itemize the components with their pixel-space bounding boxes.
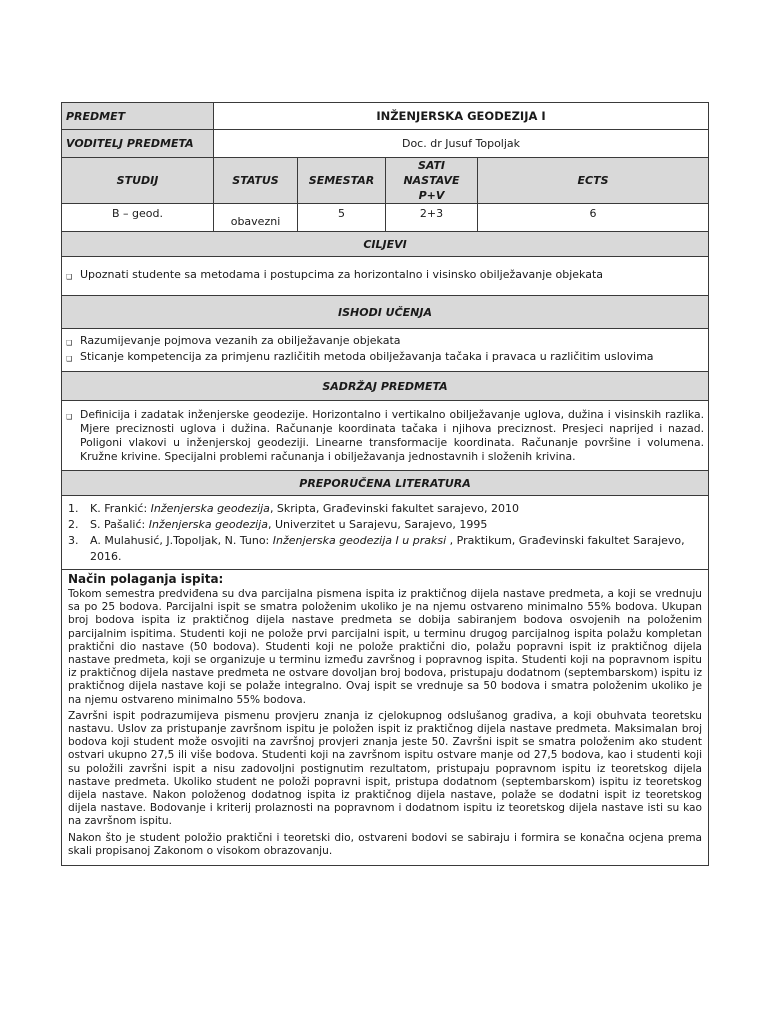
voditelj-label: VODITELJ PREDMETA [62, 130, 214, 158]
square-bullet-icon: ❑ [66, 355, 73, 363]
row-sadrzaj-body [62, 401, 709, 471]
ishodi-item: ❑ Sticanje kompetencija za primjenu različitih metoda obilježavanja tačaka i pravaca u različitim uslovima [66, 350, 704, 366]
row-values [62, 204, 709, 232]
row-column-headers [62, 158, 709, 204]
sadrzaj-item: ❑ Definicija i zadatak inženjerske geodezije. Horizontalno i vertikalno obilježavanje uglova, dužina i visinskih razlika. Mjere preciznosti uglova i dužina. Računanje koordinata tačaka i njihova preciznost. Presjeci naprijed i nazad. Poligoni vlakovi u inženjerskoj geodeziji. Linearne transformacije koordinata. Računanje površine i volumena. Kružne krivine. Specijalni problemi računanja i obilježavanja jednostavnih i složenih krivina. [66, 407, 705, 463]
ishodi-item: ❑ Razumijevanje pojmova vezanih za obilježavanje objekata [66, 334, 704, 350]
sati-header [386, 158, 478, 204]
sati-value: 2+3 [386, 204, 478, 232]
predmet-value: INŽENJERSKA GEODEZIJA I [214, 103, 709, 130]
row-ishodi-body [62, 329, 709, 372]
row-ciljevi-head [62, 232, 709, 257]
literatura-item: 3. A. Mulahusić, J.Topoljak, N. Tuno: Inženjerska geodezija I u praksi , Praktikum, Građevinski fakultet Sarajevo, 2016. [68, 533, 685, 563]
sadrzaj-title: SADRŽAJ PREDMETA [62, 372, 709, 401]
sati-header-line1: SATI NASTAVE [403, 159, 460, 187]
ispit-paragraph-2: Završni ispit podrazumijeva pismenu provjeru znanja iz cjelokupnog odslušanog gradiva, a koji obuhvata teoretsku nastavu. Uslov za pristupanje završnom ispitu je položen ispit iz praktičnog dijela nastave predmeta. Maksimalan broj bodova koji student može osvojiti na završnoj provjeri znanja jeste 50. Završni ispit se smatra položenim ako student ostvari ukupno 27,5 ili više bodova. Studenti koji na završnom ispitu ostvare manje od 27,5 bodova, kao i studenti koji su položili završni ispit a nisu zadovoljni postignutim rezultatom, pristupaju popravnom ispitu iz teoretskog dijela nastave predmeta. Ukoliko student ne položi popravni ispit, pristupa dodatnom (septembarskom) ispitu iz teoretskog dijela nastave. Nakon položenog dodatnog ispita iz praktičnog dijela nastave, polaže se dodatni ispit iz teoretskog dijela nastave. Bodovanje i kriterij prolaznosti na popravnom i dodatnom ispitu iz teoretskog dijela nastave isti su kao na završnom ispitu. [68, 709, 703, 828]
ciljevi-item: ❑ Upoznati studente sa metodama i postupcima za horizontalno i visinsko obilježavanje objekata [66, 268, 704, 284]
ispit-paragraph-3: Nakon što je student položio praktični i teoretski dio, ostvareni bodovi se sabiraju i formira se konačna ocjena prema skali propisanoj Zakonom o visokom obrazovanju. [68, 831, 703, 857]
square-bullet-icon: ❑ [66, 412, 73, 421]
square-bullet-icon: ❑ [66, 273, 73, 281]
status-header: STATUS [214, 158, 298, 204]
ects-value: 6 [478, 204, 709, 232]
square-bullet-icon: ❑ [66, 339, 73, 347]
sadrzaj-content [62, 401, 709, 471]
semestar-value: 5 [298, 204, 386, 232]
ciljevi-list [62, 257, 709, 296]
literatura-item: 1. K. Frankić: Inženjerska geodezija, Skripta, Građevinski fakultet sarajevo, 2010 [68, 501, 519, 515]
ishodi-list [62, 329, 709, 372]
course-syllabus-sheet [61, 102, 708, 866]
row-ishodi-head [62, 296, 709, 329]
row-literatura-head [62, 471, 709, 496]
ishodi-title: ISHODI UČENJA [62, 296, 709, 329]
row-sadrzaj-head [62, 372, 709, 401]
literatura-list [62, 496, 709, 570]
ispit-section [62, 570, 709, 866]
syllabus-table [61, 102, 709, 866]
literatura-title: PREPORUČENA LITERATURA [62, 471, 709, 496]
row-ciljevi-body [62, 257, 709, 296]
ects-header: ECTS [478, 158, 709, 204]
studij-value: B – geod. [62, 204, 214, 232]
predmet-label: PREDMET [62, 103, 214, 130]
ispit-paragraph-1: Tokom semestra predviđena su dva parcijalna pismena ispita iz praktičnog dijela nastave predmeta, a koji se vrednuju sa po 25 bodova. Parcijalni ispit se smatra položenim ukoliko je na njemu ostvareno minimalno 55% bodova. Ukupan broj bodova ispita iz praktičnog dijela nastave predmeta se dobija sabiranjem bodova osvojenih na položenim parcijalnim ispitima. Studenti koji ne polože prvi parcijalni ispit, u terminu drugog parcijalnog ispita polažu kompletan praktični dio nastave (50 bodova). Studenti koji ne polože praktični dio, polažu popravni ispit iz praktičnog dijela nastave predmeta, koji se organizuje u terminu između završnog i popravnog ispita. Studenti koji na popravnom ispitu iz praktičnog dijela nastave predmeta ne ostvare dovoljan broj bodova, pristupaju dodatnom (septembarskom) ispitu iz praktičnog dijela nastave koji se polaže integralno. Ovaj ispit se vrednuje sa 50 bodova i smatra položenim ukoliko je na njemu ostvareno minimalno 55% bodova. [68, 588, 703, 706]
sati-header-line2: P+V [418, 189, 445, 202]
row-ispit [62, 570, 709, 866]
ispit-title: Način polaganja ispita: [68, 572, 224, 586]
row-predmet [62, 103, 709, 130]
studij-header: STUDIJ [62, 158, 214, 204]
row-literatura-body [62, 496, 709, 570]
voditelj-value: Doc. dr Jusuf Topoljak [214, 130, 709, 158]
ciljevi-title: CILJEVI [62, 232, 709, 257]
status-value: obavezni [214, 204, 298, 232]
literatura-item: 2. S. Pašalić: Inženjerska geodezija, Univerzitet u Sarajevu, Sarajevo, 1995 [68, 517, 488, 531]
row-voditelj [62, 130, 709, 158]
semestar-header: SEMESTAR [298, 158, 386, 204]
